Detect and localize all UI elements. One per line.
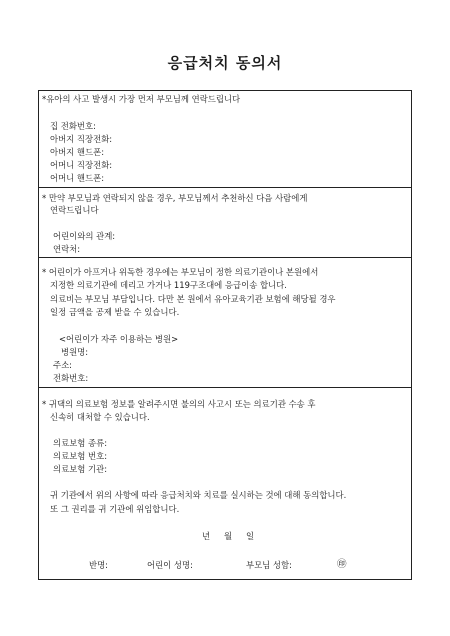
hospital-notice-line3: 의료비는 부모님 부담입니다. 다만 본 원에서 유아교육기관 보험에 해당될 경우 [50,294,336,304]
insurance-consent-section [39,388,411,581]
alternate-phone-field[interactable]: 연락처: [53,244,81,254]
date-day-label: 일 [246,531,255,541]
home-phone-field[interactable]: 집 전화번호: [50,121,96,131]
hospital-notice-line4: 일정 금액을 공제 받을 수 있습니다. [50,307,180,317]
hospital-address-field[interactable]: 주소: [53,360,73,370]
mother-work-phone-field[interactable]: 어머니 직장전화: [50,160,113,170]
hospital-section [39,258,411,388]
page-title: 응급처치 동의서 [167,54,283,72]
date-year-label: 년 [202,531,211,541]
contact-notice: *유아의 사고 발생시 가장 먼저 부모님께 연락드립니다 [42,94,241,104]
father-mobile-field[interactable]: 아버지 핸드폰: [50,147,105,157]
insurance-type-field[interactable]: 의료보험 종류: [53,438,108,448]
alternate-notice-line2: 연락드립니다 [50,205,99,215]
date-month-label: 월 [224,531,233,541]
hospital-notice-line2: 지정한 의료기관에 데리고 가거나 119구조대에 응급이송 합니다. [50,280,287,290]
consent-line1: 귀 기관에서 위의 사항에 따라 응급처치와 치료를 실시하는 것에 대해 동의합니다. [50,490,347,500]
hospital-phone-field[interactable]: 전화번호: [53,373,89,383]
consent-form [38,90,412,580]
parent-name-field[interactable]: 부모님 성함: [246,560,292,570]
alternate-notice-line1: * 만약 부모님과 연락되지 않을 경우, 부모님께서 추천하신 다음 사람에게 [42,193,308,203]
hospital-notice-line1: * 어린이가 아프거나 위독한 경우에는 부모님이 정한 의료기관이나 본원에서 [42,267,319,277]
parent-contact-section [39,91,411,188]
insurance-number-field[interactable]: 의료보험 번호: [53,451,108,461]
insurance-notice-line2: 신속히 대처할 수 있습니다. [50,412,150,422]
alternate-contact-section [39,188,411,258]
insurance-agency-field[interactable]: 의료보험 기관: [53,464,108,474]
hospital-heading: <어린이가 자주 이용하는 병원> [59,334,179,344]
insurance-notice-line1: * 귀댁의 의료보험 정보를 알려주시면 불의의 사고시 또는 의료기관 수송 후 [42,399,316,409]
hospital-name-field[interactable]: 병원명: [61,347,89,357]
mother-mobile-field[interactable]: 어머니 핸드폰: [50,173,105,183]
consent-line2: 또 그 권리를 귀 기관에 위임합니다. [50,504,180,514]
relationship-field[interactable]: 어린이와의 관계: [53,231,116,241]
father-work-phone-field[interactable]: 아버지 직장전화: [50,134,113,144]
seal-mark: ㊞ [337,559,347,570]
child-name-field[interactable]: 어린이 성명: [147,560,193,570]
class-name-field[interactable]: 반명: [89,560,109,570]
